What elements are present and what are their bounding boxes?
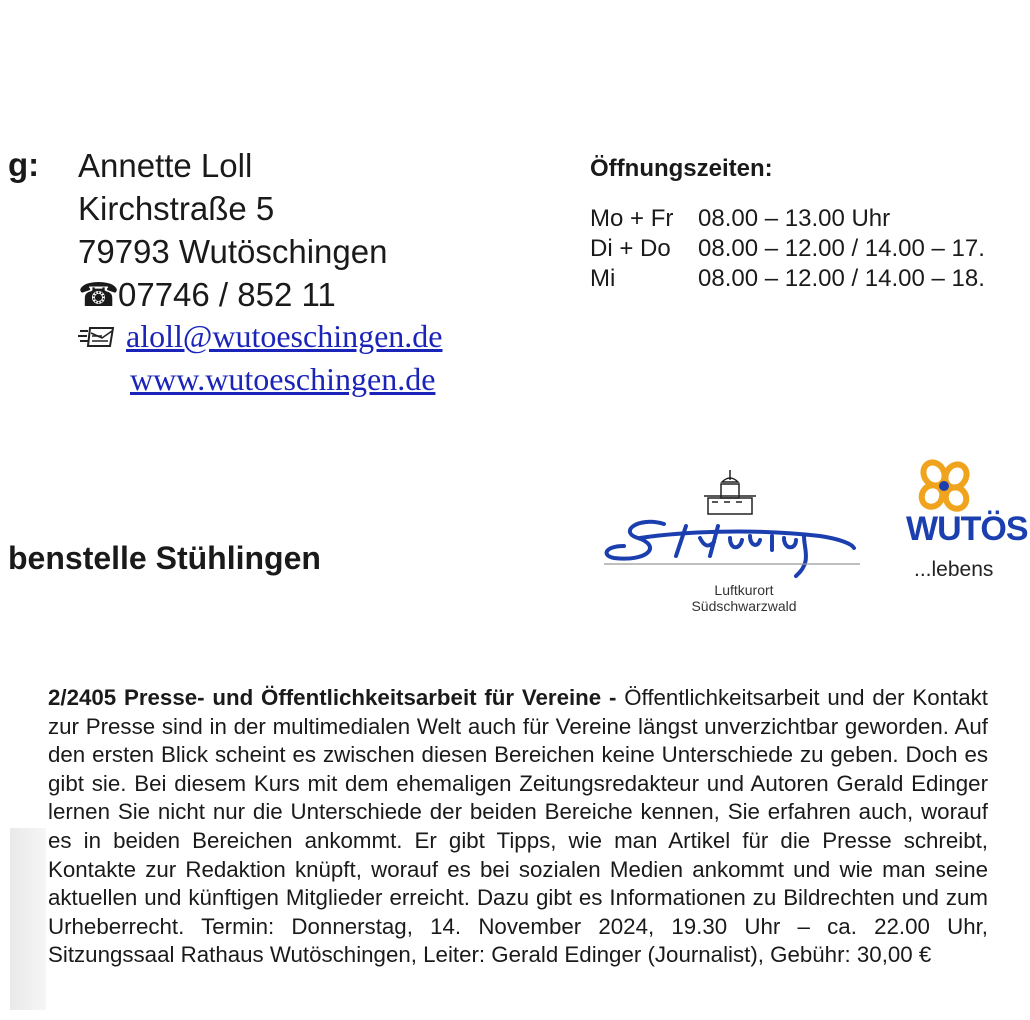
- stuehlingen-castle-icon: [590, 466, 870, 586]
- hours-time: 08.00 – 12.00 / 14.00 – 17.: [698, 235, 985, 262]
- contact-block: [78, 144, 387, 316]
- logo-line1: Luftkurort: [714, 582, 774, 598]
- hours-time: 08.00 – 13.00 Uhr: [698, 205, 891, 232]
- contact-phone-row: [78, 273, 387, 316]
- hours-day: Mo + Fr: [590, 205, 674, 232]
- wutoeschingen-logo: [900, 458, 1030, 588]
- email-row: [78, 318, 443, 355]
- logo-line2: Südschwarzwald: [691, 598, 797, 614]
- contact-links: [78, 318, 443, 398]
- contact-label-fragment: g:: [8, 146, 40, 183]
- contact-city: 79793 Wutöschingen: [78, 233, 388, 270]
- letterhead-image: [8, 10, 1028, 672]
- page-shadow: [10, 828, 46, 1010]
- flower-icon: [910, 458, 980, 514]
- hours-row: [590, 235, 1030, 265]
- opening-hours: [590, 155, 1030, 295]
- hours-day: Di + Do: [590, 235, 671, 262]
- course-body: Öffentlichkeitsarbeit und der Kontakt zur Presse sind in der multimedialen Welt auch für Vereine längst unverzichtbar geworden. Auf den ersten Blick scheint es zwischen diesen Bereichen keine Unterschiede zu geben. Doch es gibt sie. Bei diesem Kurs mit dem ehemaligen Zeitungsredakteur und Autoren Gerald Edinger lernen Sie nicht nur die Unterschiede der beiden Bereiche kennen, Sie erfahren auch, worauf es in beiden Bereichen ankommt. Er gibt Tipps, wie man Artikel für die Presse schreibt, Kontakte zur Redaktion knüpft, worauf es bei sozialen Medien ankommt und wie man seine aktuellen und künftigen Mitglieder erreicht. Dazu gibt es Informationen zu Bildrechten und zum Urheberrecht. Termin: Donnerstag, 14. November 2024, 19.30 Uhr – ca. 22.00 Uhr, Sitzungssaal Rathaus Wutöschingen, Leiter: Gerald Edinger (Journalist), Gebühr: 30,00 €: [48, 685, 988, 968]
- course-heading: 2/2405 Presse- und Öffentlichkeitsarbeit für Vereine -: [48, 685, 617, 710]
- contact-name: Annette Loll: [78, 147, 253, 184]
- wutoeschingen-brand: WUTÖS: [906, 510, 1028, 548]
- hours-row: [590, 265, 1030, 295]
- opening-hours-title: Öffnungszeiten:: [590, 155, 773, 182]
- email-link[interactable]: aloll@wutoeschingen.de: [126, 318, 443, 354]
- hours-time: 08.00 – 12.00 / 14.00 – 18.: [698, 265, 985, 292]
- branch-title-fragment: benstelle Stühlingen: [8, 540, 321, 576]
- website-link[interactable]: www.wutoeschingen.de: [130, 361, 436, 397]
- hours-day: Mi: [590, 265, 616, 292]
- course-description: [48, 684, 988, 970]
- contact-street: Kirchstraße 5: [78, 190, 275, 227]
- wutoeschingen-tagline: ...lebens: [914, 558, 994, 581]
- telephone-icon: ☎: [78, 276, 120, 313]
- mail-icon: [78, 325, 116, 349]
- hours-row: [590, 205, 1030, 235]
- stuehlingen-logo: [590, 466, 870, 616]
- document-page: [8, 10, 1028, 1010]
- contact-phone: 07746 / 852 11: [118, 276, 336, 313]
